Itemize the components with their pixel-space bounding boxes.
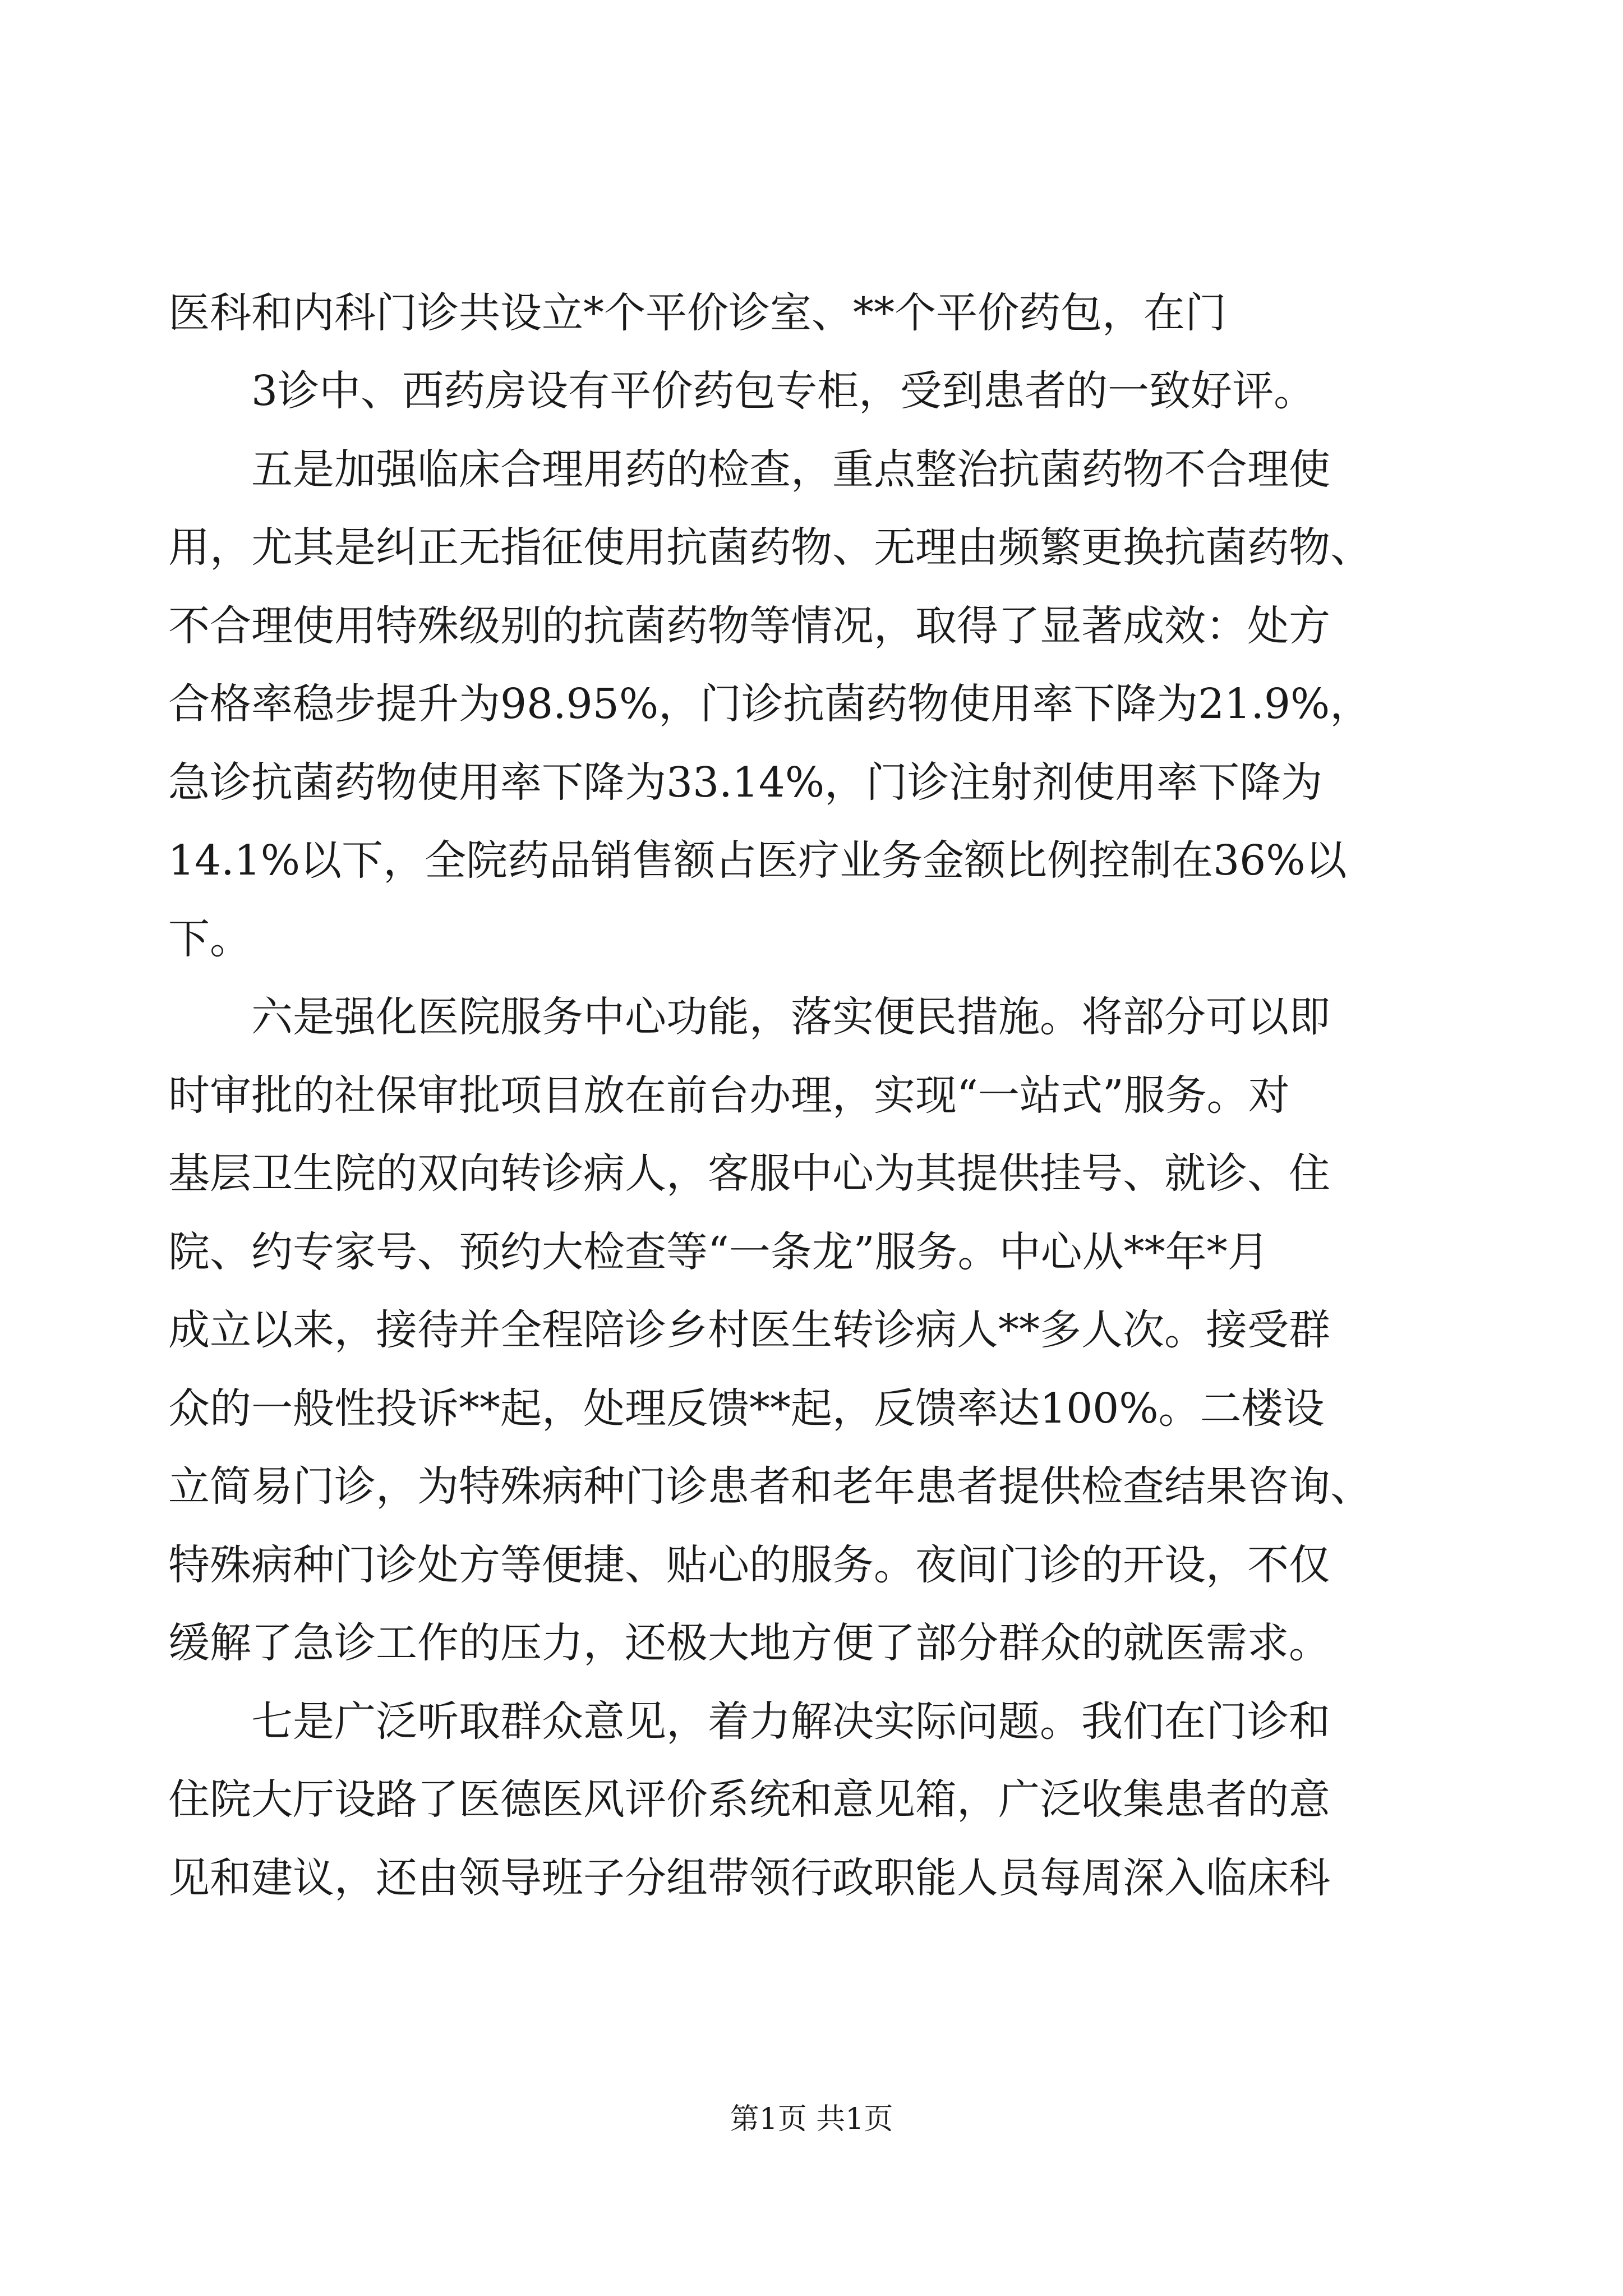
paragraph-line: 七是广泛听取群众意见，着力解决实际问题。我们在门诊和 <box>251 1697 1330 1746</box>
paragraph-line: 五是加强临床合理用药的检查，重点整治抗菌药物不合理使 <box>251 445 1330 494</box>
paragraph-line: 六是强化医院服务中心功能，落实便民措施。将部分可以即 <box>251 993 1330 1041</box>
text-line: 院、约专家号、预约大检查等“一条龙”服务。中心从**年*月 <box>168 1228 1269 1276</box>
text-line: 立简易门诊，为特殊病种门诊患者和老年患者提供检查结果咨询、 <box>168 1462 1372 1511</box>
text-line: 3诊中、西药房设有平价药包专柜，受到患者的一致好评。 <box>251 367 1316 415</box>
text-line: 见和建议，还由领导班子分组带领行政职能人员每周深入临床科 <box>168 1854 1330 1902</box>
text-line: 基层卫生院的双向转诊病人，客服中心为其提供挂号、就诊、住 <box>168 1149 1330 1198</box>
text-line: 14.1%以下，全院药品销售额占医疗业务金额比例控制在36%以 <box>168 836 1347 885</box>
text-line: 成立以来，接待并全程陪诊乡村医生转诊病人**多人次。接受群 <box>168 1306 1330 1354</box>
text-line: 特殊病种门诊处方等便捷、贴心的服务。夜间门诊的开设，不仅 <box>168 1541 1330 1589</box>
text-line: 下。 <box>168 915 251 963</box>
text-line: 急诊抗菌药物使用率下降为33.14%，门诊注射剂使用率下降为 <box>168 758 1323 807</box>
text-line: 时审批的社保审批项目放在前台办理，实现“一站式”服务。对 <box>168 1071 1290 1120</box>
text-line: 用，尤其是纠正无指征使用抗菌药物、无理由频繁更换抗菌药物、 <box>168 523 1372 572</box>
text-line: 缓解了急诊工作的压力，还极大地方便了部分群众的就医需求。 <box>168 1619 1330 1667</box>
text-line: 合格率稳步提升为98.95%，门诊抗菌药物使用率下降为21.9%， <box>168 680 1372 728</box>
text-line: 众的一般性投诉**起，处理反馈**起，反馈率达100%。二楼设 <box>168 1384 1325 1433</box>
text-line: 不合理使用特殊级别的抗菌药物等情况，取得了显著成效：处方 <box>168 602 1330 650</box>
text-line: 医科和内科门诊共设立*个平价诊室、**个平价药包，在门 <box>168 289 1227 337</box>
page-number-footer: 第1页 共1页 <box>730 2102 893 2136</box>
text-line: 住院大厅设路了医德医风评价系统和意见箱，广泛收集患者的意 <box>168 1775 1330 1824</box>
